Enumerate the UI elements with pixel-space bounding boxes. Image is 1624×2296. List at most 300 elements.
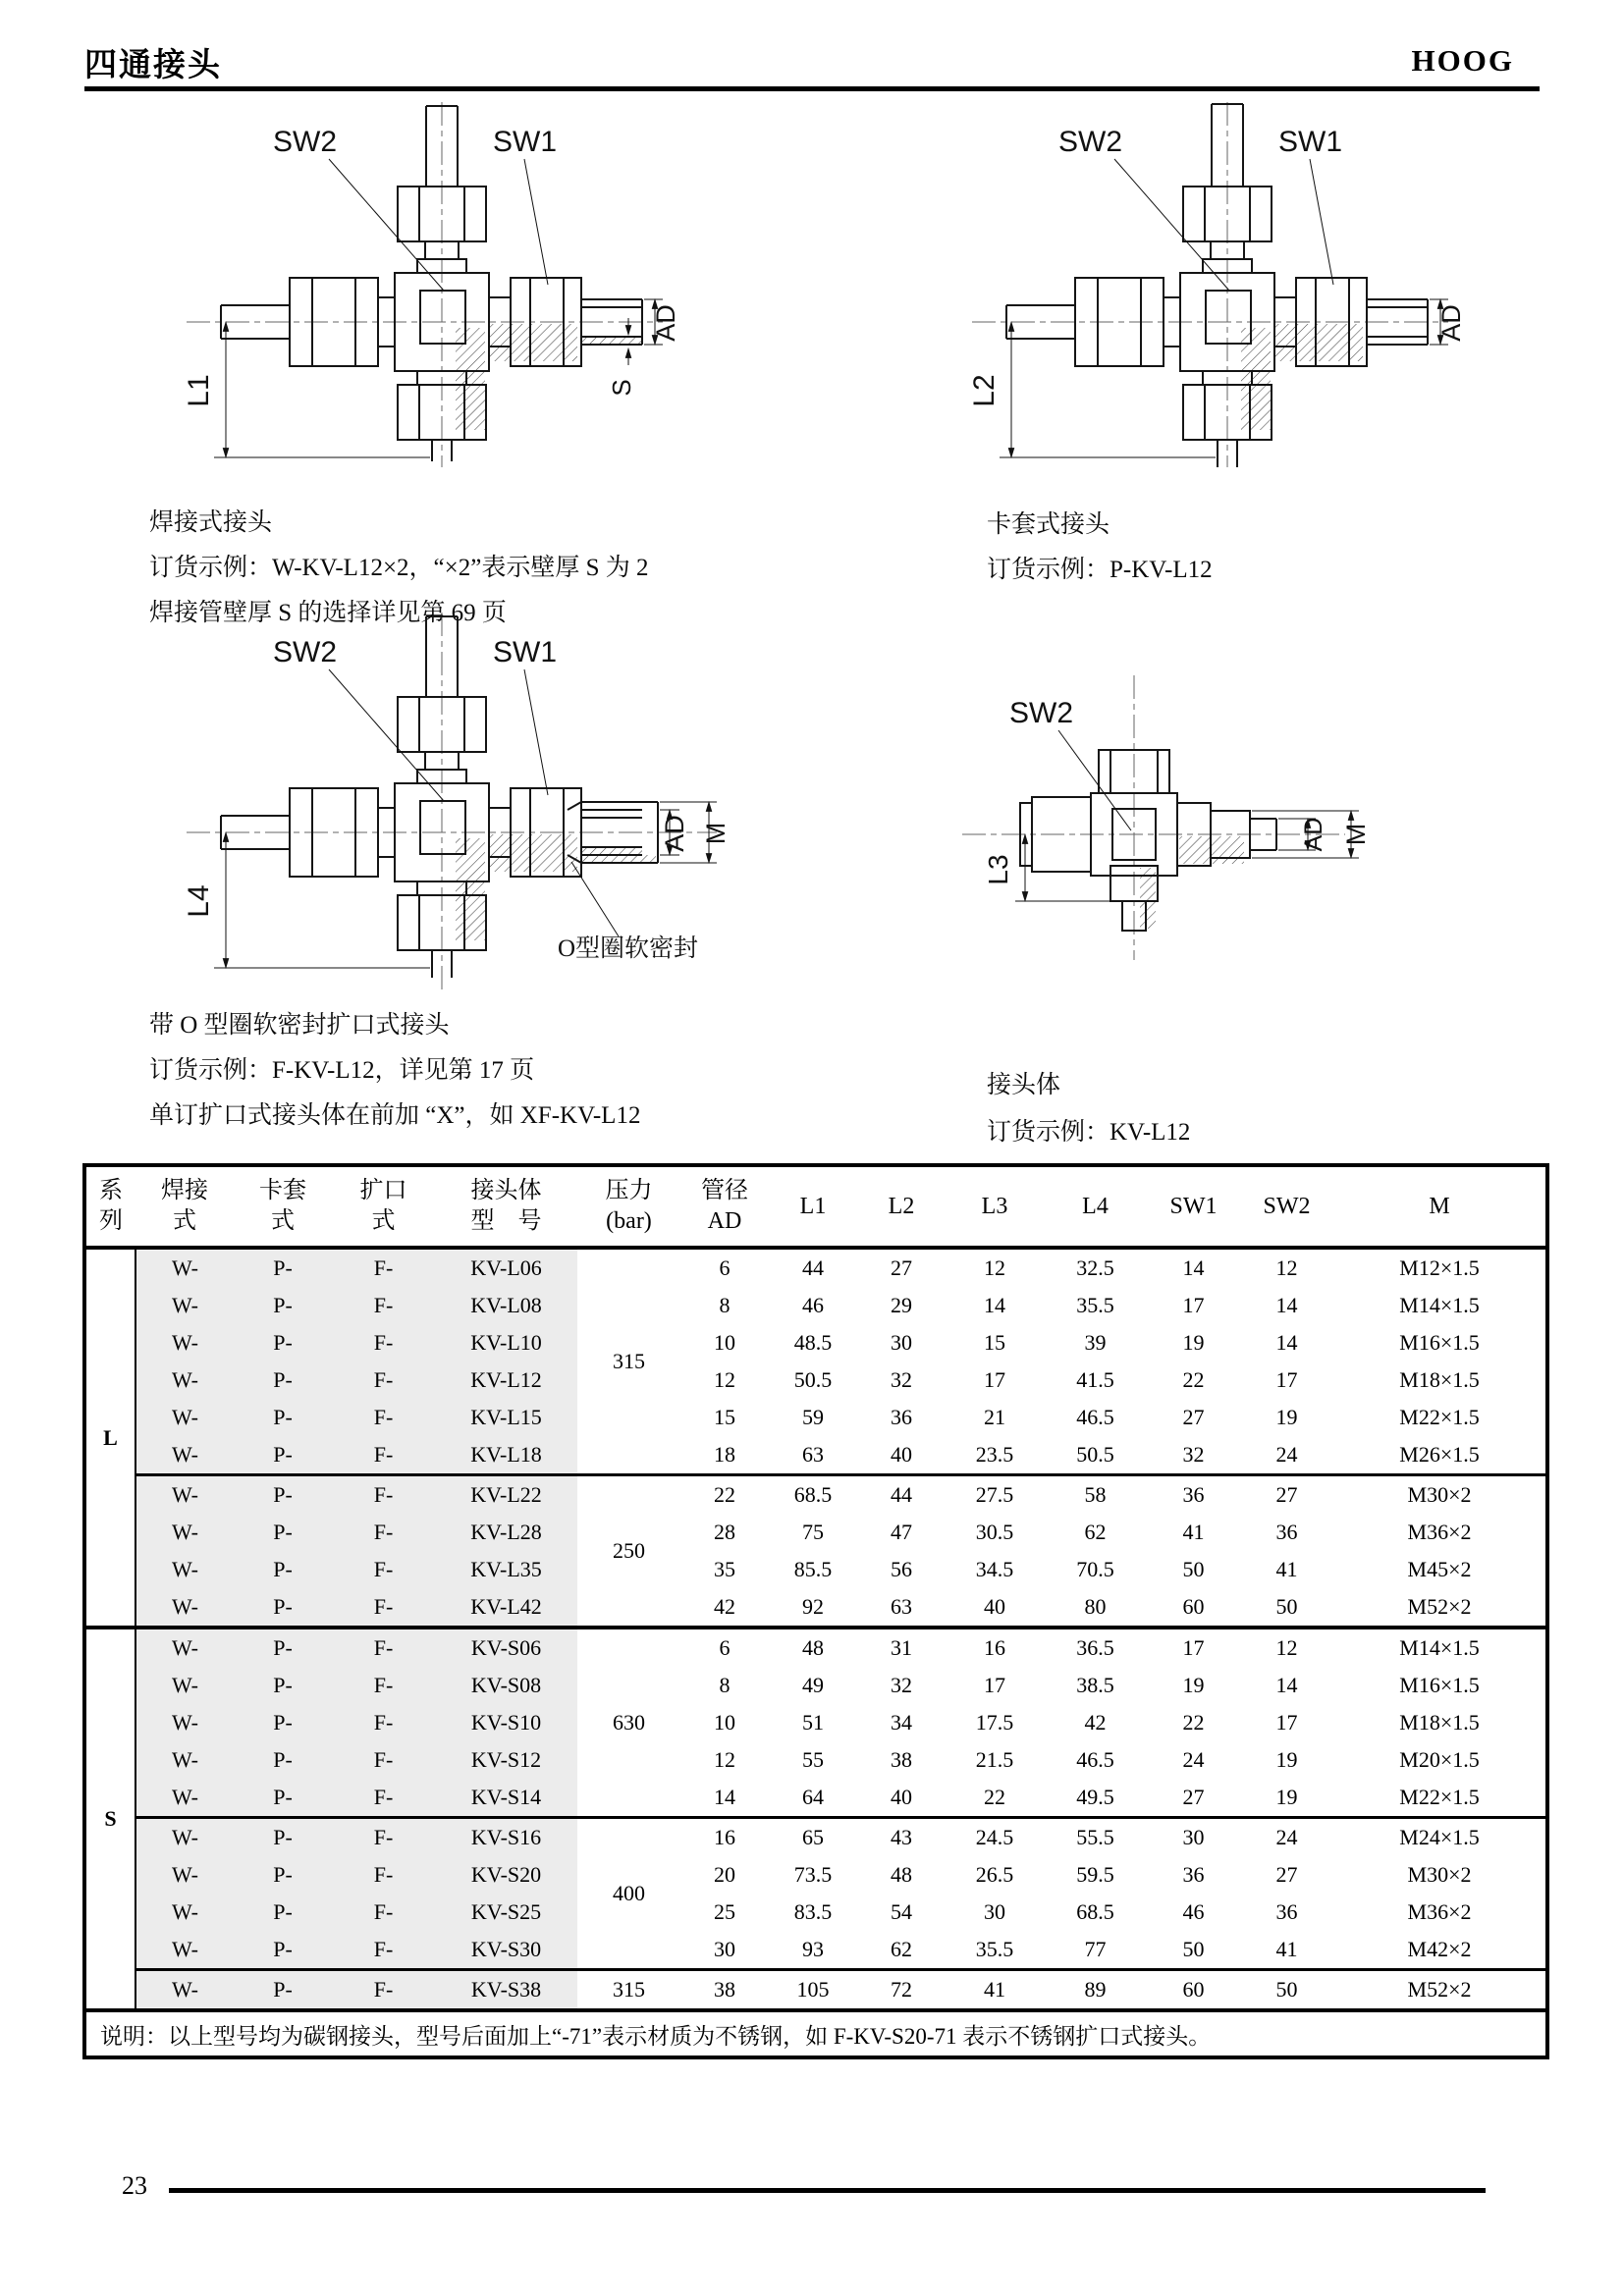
figure-welded-drawing bbox=[128, 96, 692, 474]
cell-flare: F- bbox=[332, 1399, 435, 1436]
cell-ferrule: P- bbox=[234, 1436, 332, 1475]
cell-l2: 38 bbox=[891, 1747, 912, 1772]
cell-weld: W- bbox=[135, 1856, 234, 1894]
cell-ferrule: P- bbox=[234, 1818, 332, 1857]
cell-ad: 15 bbox=[714, 1405, 735, 1429]
cell-ferrule: P- bbox=[234, 1551, 332, 1588]
section-hatching bbox=[456, 324, 642, 430]
cell-flare: F- bbox=[332, 1667, 435, 1704]
cell-m: M12×1.5 bbox=[1399, 1255, 1480, 1280]
cell-sw1: 36 bbox=[1182, 1862, 1205, 1887]
cell-l1: 65 bbox=[769, 1818, 857, 1857]
col-header-10: L4 bbox=[1044, 1165, 1147, 1248]
cell-sw1: 22 bbox=[1182, 1710, 1205, 1735]
cell-ad: 10 bbox=[714, 1710, 735, 1735]
cell-pressure: 400 bbox=[577, 1818, 680, 1970]
cell-sw2: 17 bbox=[1275, 1367, 1298, 1392]
cell-l1: 55 bbox=[802, 1747, 824, 1772]
cell-ad: 42 bbox=[714, 1594, 735, 1619]
cell-weld: W- bbox=[135, 1287, 234, 1324]
cell-flare: F- bbox=[332, 1779, 435, 1818]
cell-sw1: 60 bbox=[1147, 1970, 1240, 2011]
centerlines bbox=[972, 102, 1448, 467]
cell-l4: 80 bbox=[1084, 1594, 1107, 1619]
cell-ferrule: P- bbox=[234, 1399, 332, 1436]
cell-model: KV-L06 bbox=[435, 1248, 577, 1287]
cell-sw1: 41 bbox=[1182, 1520, 1205, 1544]
page-number: 23 bbox=[122, 2171, 147, 2200]
caption-line: 焊接式接头 bbox=[149, 509, 273, 536]
cell-l1: 63 bbox=[802, 1442, 824, 1467]
cell-flare: F- bbox=[332, 1704, 435, 1741]
dimension-lines bbox=[1015, 730, 1359, 901]
cell-l1: 93 bbox=[802, 1937, 824, 1961]
cell-weld: W- bbox=[135, 1894, 234, 1931]
cell-pressure: 315 bbox=[613, 1349, 645, 1373]
s-dim-label: S bbox=[607, 379, 636, 397]
cell-sw1: 19 bbox=[1182, 1673, 1205, 1697]
cell-model: KV-L18 bbox=[435, 1436, 577, 1475]
cell-ferrule: P- bbox=[234, 1475, 332, 1515]
cell-flare: F- bbox=[332, 1588, 435, 1628]
spec-row-KV-S25 bbox=[84, 1894, 1547, 1931]
cell-l1: 50.5 bbox=[793, 1367, 833, 1392]
cell-l2: 48 bbox=[891, 1862, 912, 1887]
cell-sw1: 24 bbox=[1182, 1747, 1205, 1772]
footer-rule bbox=[169, 2188, 1486, 2193]
cell-sw2: 12 bbox=[1240, 1628, 1333, 1667]
cell-l3: 35.5 bbox=[975, 1937, 1014, 1961]
figure-body-caption bbox=[987, 1062, 1190, 1156]
cell-ad: 12 bbox=[714, 1367, 735, 1392]
cell-sw2: 41 bbox=[1275, 1937, 1298, 1961]
spec-row-KV-S12 bbox=[84, 1741, 1547, 1779]
oring-label: O型圈软密封 bbox=[558, 935, 699, 962]
cell-l2: 40 bbox=[891, 1785, 912, 1809]
cell-model: KV-S16 bbox=[435, 1818, 577, 1857]
cell-sw1: 30 bbox=[1147, 1818, 1240, 1857]
cell-l2: 29 bbox=[891, 1293, 912, 1317]
figure-ferrule-caption bbox=[987, 503, 1213, 593]
cell-m: M30×2 bbox=[1333, 1475, 1547, 1515]
cell-ad: 35 bbox=[714, 1557, 735, 1581]
cell-m: M45×2 bbox=[1407, 1557, 1472, 1581]
cell-weld: W- bbox=[135, 1399, 234, 1436]
cell-ferrule: P- bbox=[234, 1856, 332, 1894]
cell-sw1: 60 bbox=[1182, 1594, 1205, 1619]
fitting-outline bbox=[221, 106, 642, 461]
figure-flare-drawing bbox=[128, 607, 741, 999]
cell-flare: F- bbox=[332, 1970, 435, 2011]
cell-l3: 15 bbox=[984, 1330, 1005, 1355]
cell-ad: 8 bbox=[719, 1673, 731, 1697]
cell-l4: 55.5 bbox=[1044, 1818, 1147, 1857]
cell-l4: 77 bbox=[1084, 1937, 1107, 1961]
cell-weld: W- bbox=[135, 1741, 234, 1779]
figure-flare-caption bbox=[149, 1003, 640, 1139]
cell-l1: 49 bbox=[802, 1673, 824, 1697]
cell-model: KV-S30 bbox=[435, 1931, 577, 1970]
cell-sw2: 24 bbox=[1275, 1442, 1298, 1467]
sw1-label: SW1 bbox=[493, 126, 558, 158]
cell-m: M36×2 bbox=[1407, 1899, 1472, 1924]
cell-model: KV-L28 bbox=[435, 1514, 577, 1551]
caption-line: 订货示例：P-KV-L12 bbox=[987, 557, 1213, 583]
cell-model: KV-S10 bbox=[435, 1704, 577, 1741]
cell-sw2: 36 bbox=[1275, 1520, 1298, 1544]
cell-pressure: 315 bbox=[577, 1970, 680, 2011]
cell-weld: W- bbox=[135, 1704, 234, 1741]
cell-l1: 105 bbox=[769, 1970, 857, 2011]
caption-line: 订货示例：F-KV-L12，详见第 17 页 bbox=[149, 1057, 535, 1084]
spec-table-body bbox=[84, 1248, 1547, 2057]
cell-l2: 43 bbox=[857, 1818, 946, 1857]
cell-sw1: 14 bbox=[1182, 1255, 1205, 1280]
cell-model: KV-L22 bbox=[435, 1475, 577, 1515]
cell-l3: 34.5 bbox=[975, 1557, 1014, 1581]
cell-sw1: 27 bbox=[1182, 1785, 1205, 1809]
cell-l3: 17.5 bbox=[975, 1710, 1014, 1735]
ad-dim-label: AD bbox=[660, 815, 689, 852]
col-header-4: 接头体 型 号 bbox=[435, 1165, 577, 1248]
cell-m: M20×1.5 bbox=[1399, 1747, 1480, 1772]
col-header-11: SW1 bbox=[1147, 1165, 1240, 1248]
cell-l4: 39 bbox=[1084, 1330, 1107, 1355]
sw1-label: SW1 bbox=[493, 636, 558, 668]
cell-l3: 23.5 bbox=[975, 1442, 1014, 1467]
cell-ad: 20 bbox=[714, 1862, 735, 1887]
cell-l4: 62 bbox=[1084, 1520, 1107, 1544]
cell-l2: 63 bbox=[891, 1594, 912, 1619]
cell-l3: 16 bbox=[946, 1628, 1044, 1667]
cell-l1: 46 bbox=[802, 1293, 824, 1317]
fitting-outline bbox=[1006, 104, 1428, 467]
cell-sw2: 14 bbox=[1275, 1293, 1298, 1317]
cell-ad: 18 bbox=[714, 1442, 735, 1467]
col-header-7: L1 bbox=[769, 1165, 857, 1248]
figure-ferrule-drawing bbox=[913, 96, 1478, 474]
cell-sw2: 24 bbox=[1240, 1818, 1333, 1857]
ad-dim-label: AD bbox=[651, 304, 680, 342]
sw2-label: SW2 bbox=[273, 636, 338, 668]
cell-ferrule: P- bbox=[234, 1741, 332, 1779]
spec-row-KV-S06 bbox=[84, 1628, 1547, 1667]
cell-l4: 46.5 bbox=[1076, 1405, 1114, 1429]
cell-model: KV-S14 bbox=[435, 1779, 577, 1818]
cell-weld: W- bbox=[135, 1551, 234, 1588]
spec-row-KV-L22 bbox=[84, 1475, 1547, 1515]
cell-weld: W- bbox=[135, 1628, 234, 1667]
cell-ad: 12 bbox=[714, 1747, 735, 1772]
cell-l3: 17 bbox=[984, 1367, 1005, 1392]
spec-row-KV-L10 bbox=[84, 1324, 1547, 1362]
cell-l3: 40 bbox=[984, 1594, 1005, 1619]
cell-ad: 22 bbox=[680, 1475, 769, 1515]
caption-line: 单订扩口式接头体在前加 “X”，如 XF-KV-L12 bbox=[149, 1102, 641, 1129]
cell-ferrule: P- bbox=[234, 1779, 332, 1818]
cell-weld: W- bbox=[135, 1970, 234, 2011]
spec-row-KV-S16 bbox=[84, 1818, 1547, 1857]
cell-sw2: 27 bbox=[1275, 1862, 1298, 1887]
cell-weld: W- bbox=[135, 1362, 234, 1399]
cell-l3: 30.5 bbox=[975, 1520, 1014, 1544]
col-header-5: 压力 (bar) bbox=[577, 1165, 680, 1248]
cell-l2: 32 bbox=[891, 1367, 912, 1392]
cell-ad: 6 bbox=[680, 1628, 769, 1667]
cell-ad: 6 bbox=[719, 1255, 731, 1280]
cell-l2: 44 bbox=[857, 1475, 946, 1515]
cell-l2: 54 bbox=[891, 1899, 912, 1924]
sw2-label: SW2 bbox=[1058, 126, 1123, 158]
m-dim-label: M bbox=[1341, 823, 1371, 846]
cell-sw2: 19 bbox=[1275, 1785, 1298, 1809]
cell-l3: 24.5 bbox=[946, 1818, 1044, 1857]
cell-sw2: 50 bbox=[1240, 1970, 1333, 2011]
caption-line: 接头体 bbox=[987, 1072, 1061, 1098]
cell-ad: 8 bbox=[719, 1293, 731, 1317]
col-header-8: L2 bbox=[857, 1165, 946, 1248]
cell-weld: W- bbox=[135, 1436, 234, 1475]
cell-l2: 56 bbox=[891, 1557, 912, 1581]
cell-flare: F- bbox=[332, 1475, 435, 1515]
cell-sw2: 36 bbox=[1275, 1899, 1298, 1924]
fitting-outline bbox=[221, 616, 658, 978]
cell-model: KV-S20 bbox=[435, 1856, 577, 1894]
cell-l4: 32.5 bbox=[1076, 1255, 1114, 1280]
cell-m: M22×1.5 bbox=[1399, 1405, 1480, 1429]
page-title: 四通接头 bbox=[84, 46, 222, 82]
sw2-label: SW2 bbox=[273, 126, 338, 158]
cell-sw1: 17 bbox=[1147, 1628, 1240, 1667]
col-header-3: 扩口 式 bbox=[332, 1165, 435, 1248]
cell-l4: 36.5 bbox=[1044, 1628, 1147, 1667]
cell-sw1: 17 bbox=[1182, 1293, 1205, 1317]
spec-row-KV-S08 bbox=[84, 1667, 1547, 1704]
cell-l1: 44 bbox=[802, 1255, 824, 1280]
fig1-labels bbox=[183, 126, 680, 407]
cell-ferrule: P- bbox=[234, 1894, 332, 1931]
cell-ferrule: P- bbox=[234, 1588, 332, 1628]
title-rule bbox=[84, 86, 1540, 91]
section-hatching bbox=[1241, 324, 1363, 430]
col-header-0: 系 列 bbox=[84, 1165, 135, 1248]
cell-ferrule: P- bbox=[234, 1931, 332, 1970]
cell-ad: 16 bbox=[680, 1818, 769, 1857]
caption-line: 带 O 型圈软密封扩口式接头 bbox=[149, 1012, 450, 1039]
cell-model: KV-L15 bbox=[435, 1399, 577, 1436]
cell-flare: F- bbox=[332, 1894, 435, 1931]
cell-weld: W- bbox=[135, 1475, 234, 1515]
series-label-L: L bbox=[84, 1248, 135, 1628]
cell-ad: 10 bbox=[714, 1330, 735, 1355]
cell-m: M52×2 bbox=[1407, 1594, 1472, 1619]
cell-sw1: 22 bbox=[1182, 1367, 1205, 1392]
sw2-label: SW2 bbox=[1009, 697, 1074, 729]
l4-dim-label: L4 bbox=[183, 884, 215, 918]
cell-l2: 30 bbox=[891, 1330, 912, 1355]
cell-l4: 41.5 bbox=[1076, 1367, 1114, 1392]
cell-flare: F- bbox=[332, 1931, 435, 1970]
cell-l4: 49.5 bbox=[1076, 1785, 1114, 1809]
cell-m: M24×1.5 bbox=[1333, 1818, 1547, 1857]
cell-flare: F- bbox=[332, 1324, 435, 1362]
cell-ad: 28 bbox=[714, 1520, 735, 1544]
cell-sw1: 19 bbox=[1182, 1330, 1205, 1355]
cell-model: KV-L08 bbox=[435, 1287, 577, 1324]
cell-l4: 59.5 bbox=[1076, 1862, 1114, 1887]
cell-model: KV-L10 bbox=[435, 1324, 577, 1362]
col-header-6: 管径 AD bbox=[680, 1165, 769, 1248]
cell-ferrule: P- bbox=[234, 1667, 332, 1704]
cell-m: M26×1.5 bbox=[1399, 1442, 1480, 1467]
cell-sw1: 50 bbox=[1182, 1557, 1205, 1581]
cell-sw2: 50 bbox=[1275, 1594, 1298, 1619]
cell-l2: 27 bbox=[891, 1255, 912, 1280]
cell-flare: F- bbox=[332, 1248, 435, 1287]
cell-ferrule: P- bbox=[234, 1248, 332, 1287]
cell-flare: F- bbox=[332, 1628, 435, 1667]
cell-m: M18×1.5 bbox=[1399, 1710, 1480, 1735]
cell-ad: 14 bbox=[714, 1785, 735, 1809]
cell-ferrule: P- bbox=[234, 1287, 332, 1324]
cell-flare: F- bbox=[332, 1856, 435, 1894]
cell-l1: 48 bbox=[769, 1628, 857, 1667]
cell-l4: 58 bbox=[1044, 1475, 1147, 1515]
cell-model: KV-L12 bbox=[435, 1362, 577, 1399]
cell-model: KV-S06 bbox=[435, 1628, 577, 1667]
cell-pressure: 250 bbox=[577, 1475, 680, 1629]
cell-l3: 27.5 bbox=[946, 1475, 1044, 1515]
sw1-label: SW1 bbox=[1278, 126, 1343, 158]
cell-sw1: 27 bbox=[1182, 1405, 1205, 1429]
cell-pressure: 630 bbox=[577, 1628, 680, 1818]
cell-l1: 73.5 bbox=[793, 1862, 833, 1887]
cell-ad: 38 bbox=[680, 1970, 769, 2011]
cell-l3: 26.5 bbox=[975, 1862, 1014, 1887]
cell-l2: 40 bbox=[891, 1442, 912, 1467]
col-header-13: M bbox=[1333, 1165, 1547, 1248]
cell-l2: 72 bbox=[857, 1970, 946, 2011]
col-header-12: SW2 bbox=[1240, 1165, 1333, 1248]
cell-l1: 48.5 bbox=[793, 1330, 833, 1355]
spec-row-KV-S20 bbox=[84, 1856, 1547, 1894]
cell-sw2: 14 bbox=[1275, 1330, 1298, 1355]
cell-sw2: 19 bbox=[1275, 1405, 1298, 1429]
spec-table bbox=[82, 1163, 1549, 2059]
m-dim-label: M bbox=[701, 822, 731, 845]
cell-l4: 35.5 bbox=[1076, 1293, 1114, 1317]
cell-sw2: 14 bbox=[1275, 1673, 1298, 1697]
cell-l1: 64 bbox=[802, 1785, 824, 1809]
cell-model: KV-S38 bbox=[435, 1970, 577, 2011]
spec-table-header bbox=[84, 1165, 1547, 1248]
cell-l4: 70.5 bbox=[1076, 1557, 1114, 1581]
cell-sw2: 12 bbox=[1275, 1255, 1298, 1280]
note-text: 说明：以上型号均为碳钢接头，型号后面加上“-71”表示材质为不锈钢，如 F-KV-S20-71 表示不锈钢扩口式接头。 bbox=[84, 2010, 1547, 2057]
spec-row-KV-L15 bbox=[84, 1399, 1547, 1436]
ad-dim-label: AD bbox=[1300, 817, 1327, 852]
cell-model: KV-L42 bbox=[435, 1588, 577, 1628]
col-header-9: L3 bbox=[946, 1165, 1044, 1248]
cell-sw2: 19 bbox=[1275, 1747, 1298, 1772]
cell-ferrule: P- bbox=[234, 1970, 332, 2011]
cell-sw1: 46 bbox=[1182, 1899, 1205, 1924]
spec-row-KV-L35 bbox=[84, 1551, 1547, 1588]
cell-m: M42×2 bbox=[1407, 1937, 1472, 1961]
cell-sw2: 41 bbox=[1275, 1557, 1298, 1581]
caption-line: 订货示例：KV-L12 bbox=[987, 1119, 1191, 1146]
cell-model: KV-S12 bbox=[435, 1741, 577, 1779]
cell-l3: 21.5 bbox=[975, 1747, 1014, 1772]
figure-body-drawing bbox=[923, 648, 1453, 972]
spec-row-KV-L06 bbox=[84, 1248, 1547, 1287]
cell-l1: 83.5 bbox=[793, 1899, 833, 1924]
cell-weld: W- bbox=[135, 1588, 234, 1628]
cell-l2: 36 bbox=[891, 1405, 912, 1429]
l3-dim-label: L3 bbox=[983, 854, 1013, 885]
cell-ferrule: P- bbox=[234, 1704, 332, 1741]
centerlines bbox=[187, 102, 663, 467]
spec-row-KV-S10 bbox=[84, 1704, 1547, 1741]
cell-l2: 47 bbox=[891, 1520, 912, 1544]
cell-l4: 50.5 bbox=[1076, 1442, 1114, 1467]
spec-row-KV-L18 bbox=[84, 1436, 1547, 1475]
cell-flare: F- bbox=[332, 1362, 435, 1399]
cell-ferrule: P- bbox=[234, 1324, 332, 1362]
cell-l3: 22 bbox=[984, 1785, 1005, 1809]
cell-m: M14×1.5 bbox=[1333, 1628, 1547, 1667]
cell-weld: W- bbox=[135, 1818, 234, 1857]
ad-dim-label: AD bbox=[1436, 304, 1466, 342]
cell-l3: 41 bbox=[946, 1970, 1044, 2011]
cell-sw1: 50 bbox=[1182, 1937, 1205, 1961]
spec-row-KV-S30 bbox=[84, 1931, 1547, 1970]
cell-ad: 25 bbox=[714, 1899, 735, 1924]
cell-ferrule: P- bbox=[234, 1362, 332, 1399]
spec-row-KV-S14 bbox=[84, 1779, 1547, 1818]
spec-row-KV-S38 bbox=[84, 1970, 1547, 2011]
cell-sw1: 32 bbox=[1182, 1442, 1205, 1467]
cell-l3: 30 bbox=[984, 1899, 1005, 1924]
cell-m: M18×1.5 bbox=[1399, 1367, 1480, 1392]
cell-l3: 17 bbox=[984, 1673, 1005, 1697]
l2-dim-label: L2 bbox=[968, 374, 1001, 407]
cell-m: M36×2 bbox=[1407, 1520, 1472, 1544]
cell-weld: W- bbox=[135, 1931, 234, 1970]
caption-line: 焊接管壁厚 S 的选择详见第 69 页 bbox=[149, 600, 507, 626]
col-header-1: 焊接 式 bbox=[135, 1165, 234, 1248]
cell-l4: 42 bbox=[1084, 1710, 1107, 1735]
cell-l1: 85.5 bbox=[793, 1557, 833, 1581]
cell-l1: 59 bbox=[802, 1405, 824, 1429]
fig2-labels bbox=[968, 126, 1466, 407]
cell-model: KV-L35 bbox=[435, 1551, 577, 1588]
cell-m: M30×2 bbox=[1407, 1862, 1472, 1887]
spec-row-KV-L08 bbox=[84, 1287, 1547, 1324]
cell-ferrule: P- bbox=[234, 1628, 332, 1667]
cell-weld: W- bbox=[135, 1667, 234, 1704]
cell-l1: 51 bbox=[802, 1710, 824, 1735]
spec-row-KV-L28 bbox=[84, 1514, 1547, 1551]
cell-model: KV-S25 bbox=[435, 1894, 577, 1931]
cell-m: M16×1.5 bbox=[1399, 1330, 1480, 1355]
cell-flare: F- bbox=[332, 1551, 435, 1588]
cell-l2: 32 bbox=[891, 1673, 912, 1697]
cell-m: M14×1.5 bbox=[1399, 1293, 1480, 1317]
cell-l2: 31 bbox=[857, 1628, 946, 1667]
cell-l2: 34 bbox=[891, 1710, 912, 1735]
cell-flare: F- bbox=[332, 1741, 435, 1779]
